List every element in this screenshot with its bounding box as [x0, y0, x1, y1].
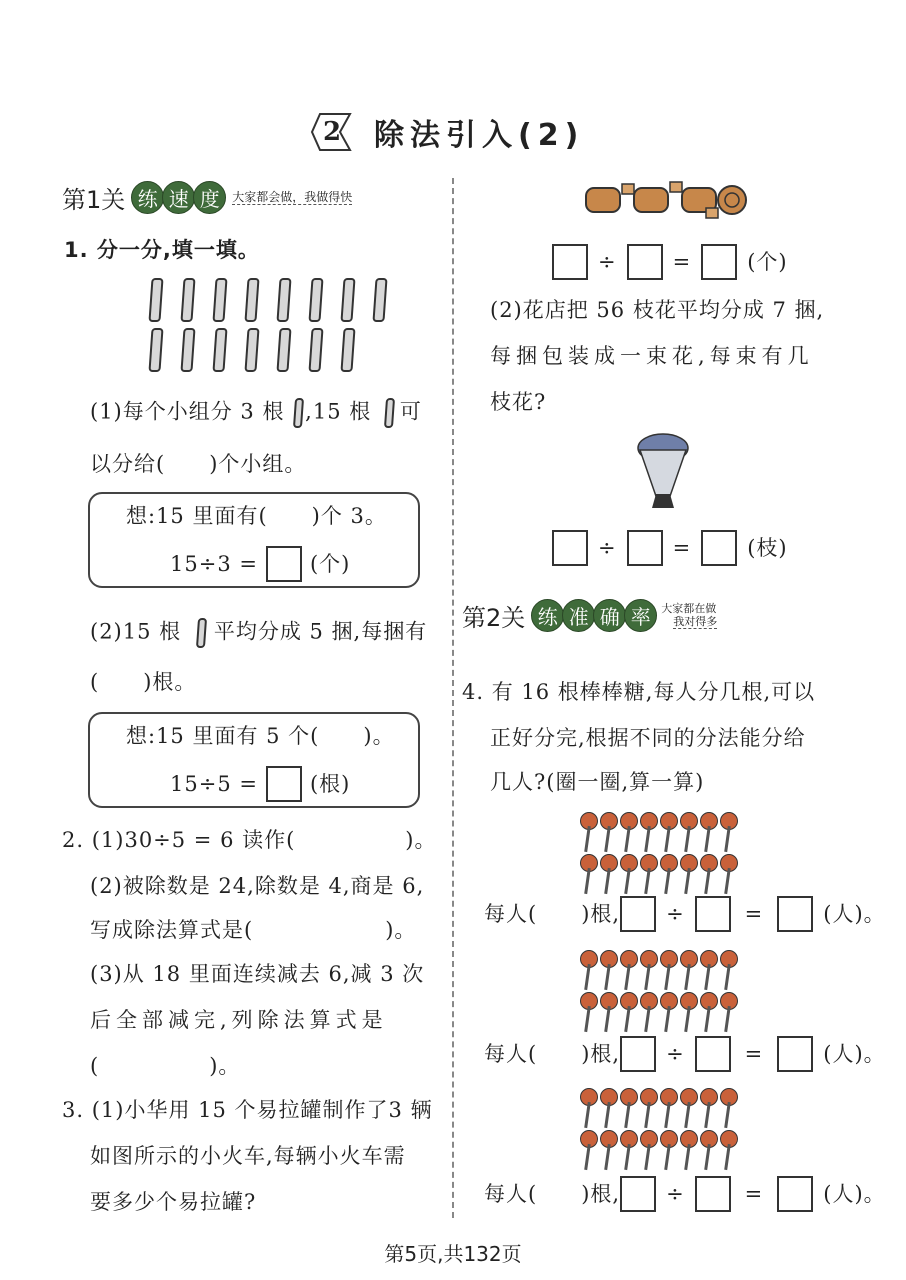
- q1-part2-line2: ( )根。: [90, 670, 197, 694]
- answer-box[interactable]: [695, 896, 731, 932]
- think2-equation: 15÷5 = (根): [170, 766, 350, 802]
- lollipop-icon: [620, 1088, 637, 1128]
- level2-subtitle: 大家都在做 我对得多: [661, 602, 718, 628]
- lollipop-row: [580, 992, 740, 1032]
- lollipop-icon: [680, 854, 697, 894]
- q3-line3: 要多少个易拉罐?: [90, 1190, 257, 1214]
- stick-icon: [196, 618, 207, 648]
- q2-line1: 2. (1)30÷5 = 6 读作( )。: [62, 828, 437, 852]
- lesson-number: 2: [322, 117, 342, 147]
- lollipop-icon: [700, 812, 717, 852]
- q3-part2-line3: 枝花?: [490, 390, 547, 414]
- lollipop-icon: [580, 992, 597, 1032]
- q2-line5: 后全部减完,列除法算式是: [90, 1008, 388, 1032]
- q4-line3: 几人?(圈一圈,算一算): [490, 770, 705, 794]
- lollipop-row: [580, 812, 740, 852]
- lollipop-icon: [600, 1130, 617, 1170]
- lollipop-icon: [720, 854, 737, 894]
- lollipop-icon: [720, 992, 737, 1032]
- answer-box[interactable]: [266, 546, 302, 582]
- answer-box[interactable]: [552, 530, 588, 566]
- lollipop-icon: [680, 1130, 697, 1170]
- lollipop-icon: [600, 992, 617, 1032]
- q1-part2-line1: (2)15 根 平均分成 5 捆,每捆有: [90, 618, 427, 648]
- lollipop-row: [580, 950, 740, 990]
- stick-icon: [384, 398, 395, 428]
- sticks-illustration: [150, 278, 390, 374]
- q3-line2: 如图所示的小火车,每辆小火车需: [90, 1144, 406, 1168]
- lollipop-icon: [640, 1088, 657, 1128]
- lollipop-icon: [620, 854, 637, 894]
- lollipop-icon: [600, 812, 617, 852]
- lollipop-icon: [620, 812, 637, 852]
- stick-icon: [293, 398, 304, 428]
- lollipop-icon: [680, 812, 697, 852]
- answer-box[interactable]: [695, 1036, 731, 1072]
- lollipop-icon: [660, 1088, 677, 1128]
- answer-box[interactable]: [552, 244, 588, 280]
- lollipop-icon: [720, 950, 737, 990]
- think-box-2: [88, 712, 420, 808]
- page-footer: 第5页,共132页: [384, 1242, 522, 1266]
- lollipop-icon: [660, 854, 677, 894]
- q1-part1-line2: 以分给( )个小组。: [90, 452, 307, 476]
- level1-header: [62, 180, 352, 215]
- answer-box[interactable]: [777, 896, 813, 932]
- lollipop-icon: [680, 1088, 697, 1128]
- lollipop-icon: [600, 950, 617, 990]
- q4-row-1: 每人( )根, ÷ = (人)。: [484, 896, 886, 932]
- q4-row-3: 每人( )根, ÷ = (人)。: [484, 1176, 886, 1212]
- lollipop-icon: [700, 992, 717, 1032]
- answer-box[interactable]: [620, 896, 656, 932]
- lollipop-icon: [600, 854, 617, 894]
- level1-label: 第1关: [62, 186, 126, 214]
- level2-header: [462, 598, 717, 633]
- lollipop-row: [580, 1130, 740, 1170]
- lollipop-icon: [640, 812, 657, 852]
- q4-line1: 4. 有 16 根棒棒糖,每人分几根,可以: [462, 680, 816, 704]
- lollipop-icon: [660, 992, 677, 1032]
- q2-line6: ( )。: [90, 1054, 241, 1078]
- lollipop-icon: [720, 1130, 737, 1170]
- lollipop-icon: [640, 1130, 657, 1170]
- lollipop-icon: [700, 1088, 717, 1128]
- q3-part1-equation: ÷ = (个): [552, 244, 788, 280]
- flower-bouquet-icon: [636, 432, 690, 512]
- lollipop-icon: [660, 812, 677, 852]
- think-box-1: [88, 492, 420, 588]
- lollipop-icon: [580, 854, 597, 894]
- level2-badge: 练 准 确 率: [531, 599, 655, 632]
- lollipop-icon: [680, 992, 697, 1032]
- q2-line4: (3)从 18 里面连续减去 6,减 3 次: [90, 962, 425, 986]
- answer-box[interactable]: [627, 244, 663, 280]
- lollipop-icon: [700, 950, 717, 990]
- answer-box[interactable]: [701, 244, 737, 280]
- lollipop-icon: [720, 1088, 737, 1128]
- lollipop-icon: [620, 950, 637, 990]
- lollipop-icon: [680, 950, 697, 990]
- lollipop-row: [580, 854, 740, 894]
- can-train-icon: [582, 178, 752, 222]
- lollipop-icon: [720, 812, 737, 852]
- lollipop-icon: [600, 1088, 617, 1128]
- q3-part2-line2: 每捆包装成一束花,每束有几: [490, 344, 814, 368]
- q4-line2: 正好分完,根据不同的分法能分给: [490, 726, 806, 750]
- answer-box[interactable]: [627, 530, 663, 566]
- q2-line3: 写成除法算式是( )。: [90, 918, 417, 942]
- page-title: 除法引入(2): [374, 118, 585, 153]
- answer-box[interactable]: [695, 1176, 731, 1212]
- lollipop-icon: [580, 1088, 597, 1128]
- lollipop-icon: [580, 1130, 597, 1170]
- lollipop-icon: [640, 992, 657, 1032]
- level1-subtitle: 大家都会做，我做得快: [232, 190, 353, 204]
- level2-label: 第2关: [462, 604, 526, 632]
- lollipop-icon: [700, 854, 717, 894]
- lesson-title: [310, 112, 584, 152]
- lollipop-icon: [660, 1130, 677, 1170]
- lollipop-icon: [700, 1130, 717, 1170]
- q3-part2-line1: (2)花店把 56 枝花平均分成 7 捆,: [490, 298, 825, 322]
- q2-line2: (2)被除数是 24,除数是 4,商是 6,: [90, 874, 425, 898]
- answer-box[interactable]: [266, 766, 302, 802]
- level1-badge: 练 速 度: [131, 181, 224, 214]
- lollipop-icon: [580, 950, 597, 990]
- think1-text: 想:15 里面有( )个 3。: [126, 504, 387, 528]
- lollipop-icon: [640, 854, 657, 894]
- q1-title: 1. 分一分,填一填。: [64, 238, 260, 262]
- answer-box[interactable]: [701, 530, 737, 566]
- q1-part1-line1: (1)每个小组分 3 根 ,15 根 可: [90, 398, 422, 428]
- q4-row-2: 每人( )根, ÷ = (人)。: [484, 1036, 886, 1072]
- answer-box[interactable]: [777, 1176, 813, 1212]
- answer-box[interactable]: [620, 1036, 656, 1072]
- lollipop-icon: [640, 950, 657, 990]
- lollipop-row: [580, 1088, 740, 1128]
- q3-part2-equation: ÷ = (枝): [552, 530, 788, 566]
- column-divider: [452, 178, 454, 1218]
- answer-box[interactable]: [777, 1036, 813, 1072]
- lollipop-icon: [620, 1130, 637, 1170]
- lollipop-icon: [620, 992, 637, 1032]
- lollipop-icon: [580, 812, 597, 852]
- q3-line1: 3. (1)小华用 15 个易拉罐制作了3 辆: [62, 1098, 433, 1122]
- think2-text: 想:15 里面有 5 个( )。: [126, 724, 395, 748]
- think1-equation: 15÷3 = (个): [170, 546, 350, 582]
- answer-box[interactable]: [620, 1176, 656, 1212]
- lollipop-icon: [660, 950, 677, 990]
